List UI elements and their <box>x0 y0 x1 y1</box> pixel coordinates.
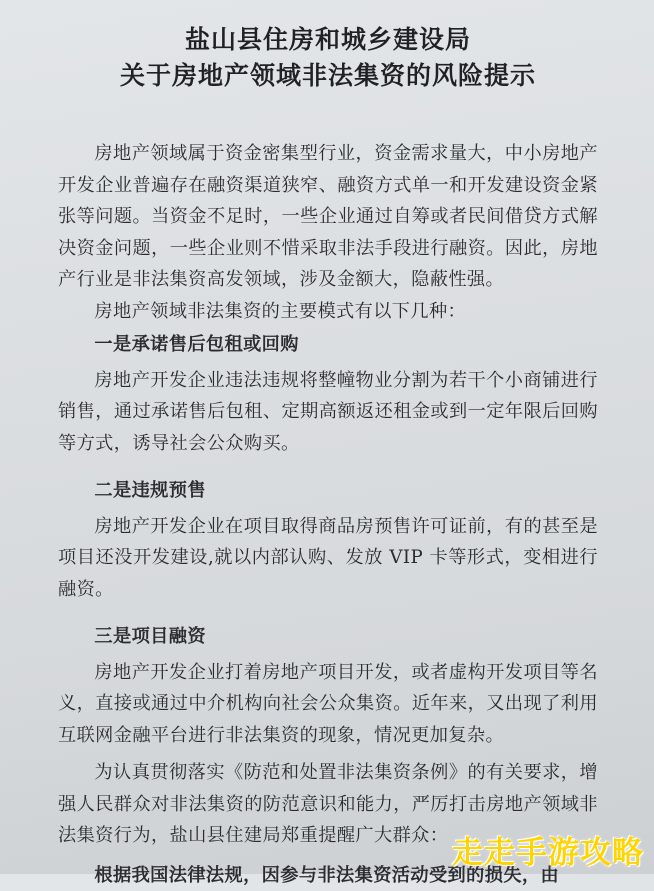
section-paragraph-1: 房地产开发企业违法违规将整幢物业分割为若干个小商铺进行销售，通过承诺售后包租、定期高额返还租金或到一定年限后回购等方式，诱导社会公众购买。 <box>58 365 598 460</box>
intro-paragraph: 房地产领域属于资金密集型行业，资金需求量大，中小房地产开发企业普遍存在融资渠道狭窄、融资方式单一和开发建设资金紧张等问题。当资金不足时，一些企业通过自筹或者民间借贷方式解决资金问题，一些企业则不惜采取非法手段进行融资。因此，房地产行业是非法集资高发领域，涉及金额大，隐蔽性强。 <box>58 138 598 296</box>
title-line-1: 盐山县住房和城乡建设局 <box>185 25 471 54</box>
document-body <box>58 138 598 891</box>
reminder-paragraph: 为认真贯彻落实《防范和处置非法集资条例》的有关要求，增强人民群众对非法集资的防范意识和能力，严厉打击房地产领域非法集资行为，盐山县住建局郑重提醒广大群众： <box>58 757 598 852</box>
section-heading-2: 二是违规预售 <box>58 475 598 507</box>
section-heading-1: 一是承诺售后包租或回购 <box>58 329 598 361</box>
section-heading-3: 三是项目融资 <box>58 621 598 653</box>
section-paragraph-2: 房地产开发企业在项目取得商品房预售许可证前，有的甚至是项目还没开发建设,就以内部认购、发放 VIP 卡等形式，变相进行融资。 <box>58 511 598 606</box>
section-paragraph-3: 房地产开发企业打着房地产项目开发，或者虚构开发项目等名义，直接或通过中介机构向社会公众集资。近年来，又出现了利用互联网金融平台进行非法集资的现象，情况更加复杂。 <box>58 657 598 752</box>
watermark-text: 走走手游攻略 <box>452 827 644 872</box>
title-line-2: 关于房地产领域非法集资的风险提示 <box>58 58 598 94</box>
legal-notice-paragraph: 根据我国法律法规，因参与非法集资活动受到的损失，由 <box>58 860 598 891</box>
modes-intro-paragraph: 房地产领域非法集资的主要模式有以下几种： <box>58 296 598 328</box>
document-title <box>58 22 598 94</box>
